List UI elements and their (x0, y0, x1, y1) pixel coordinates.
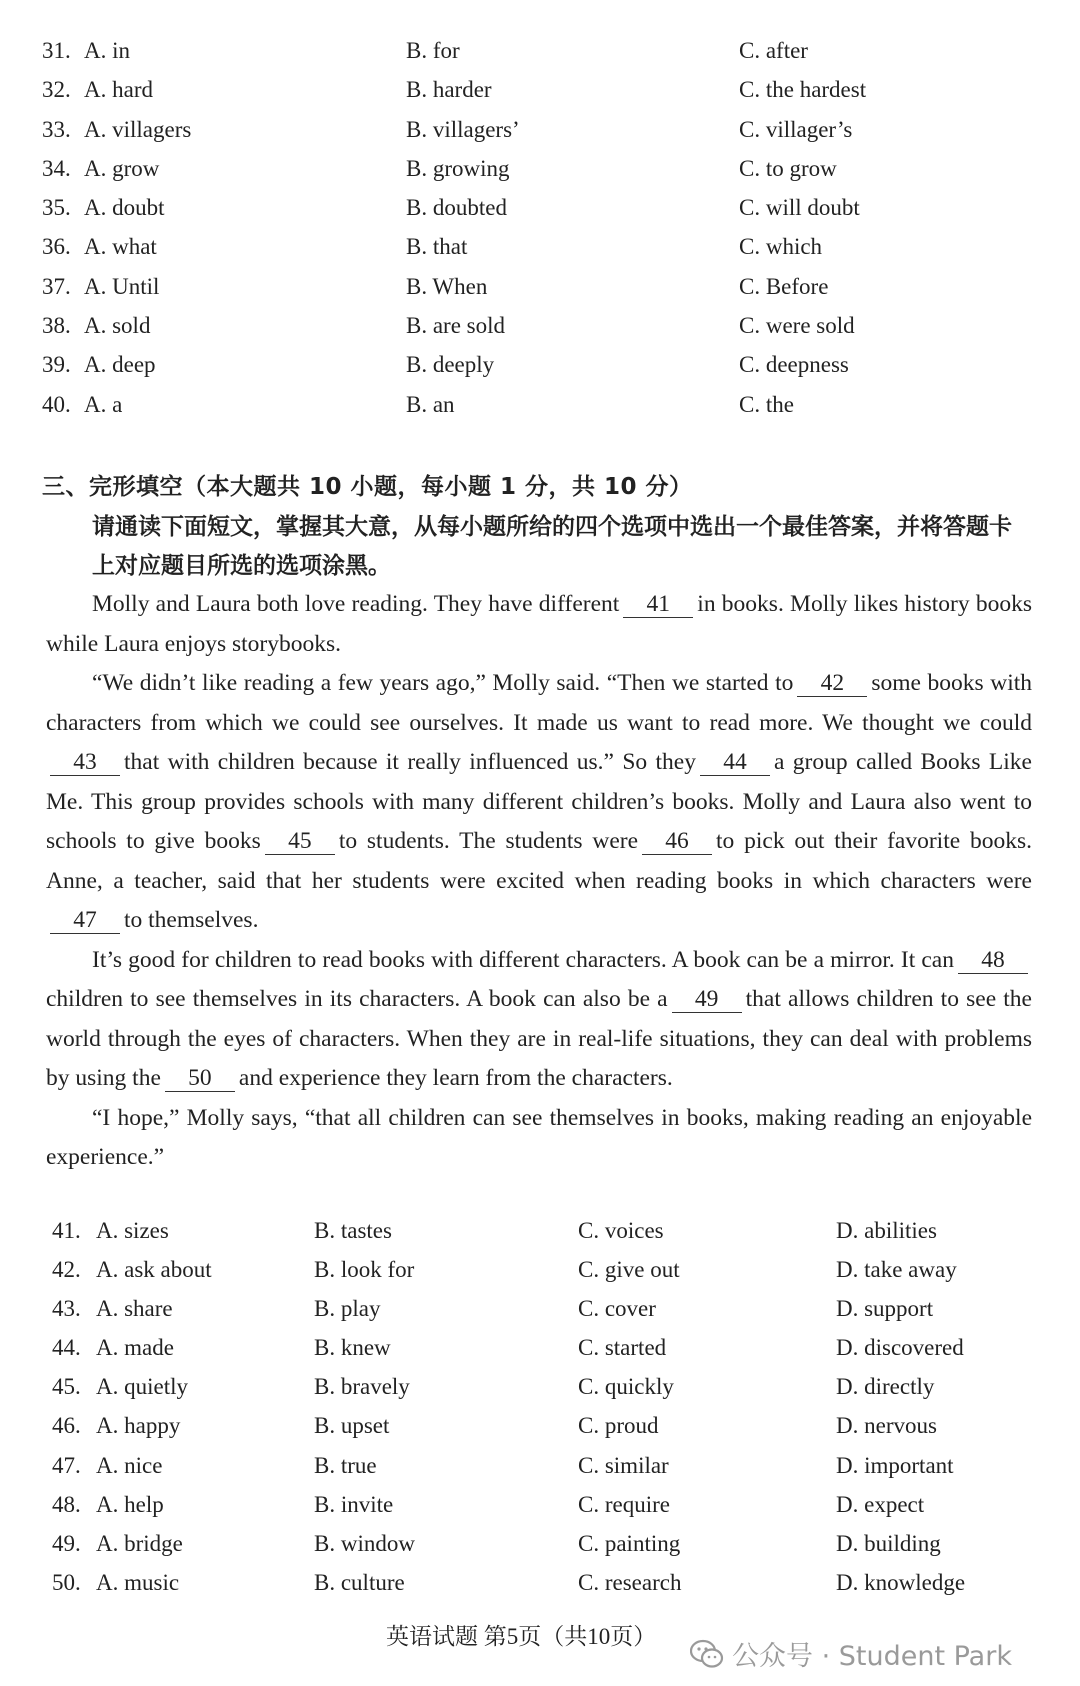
passage-paragraph: It’s good for children to read books with different characters. A book can be a mirror. It can 48children to see themselves in its characters. A book can also be a 49 that allows children to see the world through the eyes of characters. When they are in real-life situations, they can deal with problems by using the 50 and experience they learn from the characters. (46, 946, 1032, 1091)
option-row: 50. A. music B. culture C. research D. knowledge (52, 1569, 966, 1595)
wechat-icon (690, 1639, 724, 1669)
option-row: 41. A. sizes B. tastes C. voices D. abilities (52, 1218, 937, 1243)
section-instruction: 请通读下面短文，掌握其大意，从每小题所给的四个选项中选出一个最佳答案，并将答题卡上对应题目所选的选项涂黑。 (92, 514, 1012, 579)
blank-50: 50 (165, 1065, 235, 1092)
option-row: 39. A. deep B. deeply C. deepness (42, 352, 849, 378)
option-row: 47. A. nice B. true C. similar D. important (52, 1452, 954, 1478)
blank-46: 46 (642, 828, 712, 855)
option-row: 33. A. villagers B. villagers’ C. villager’s (42, 116, 853, 142)
option-row: 36. A. what B. that C. which (42, 234, 823, 260)
option-row: 43. A. share B. play C. cover D. support (52, 1296, 934, 1322)
option-row: 40. A. a B. an C. the (42, 391, 794, 417)
option-row: 42. A. ask about B. look for C. give out D. take away (52, 1257, 957, 1283)
blank-47: 47 (50, 907, 120, 934)
watermark-text: 公众号 · Student Park (732, 1641, 1012, 1672)
options-31-40 (42, 32, 1042, 425)
blank-41: 41 (623, 591, 693, 618)
option-row: 49. A. bridge B. window C. painting D. building (52, 1530, 941, 1556)
blank-44: 44 (700, 749, 770, 776)
watermark (690, 1634, 1012, 1673)
passage-paragraph: “I hope,” Molly says, “that all children can see themselves in books, making reading an enjoyable experience.” (46, 1104, 1032, 1170)
option-row: 34. A. grow B. growing C. to grow (42, 155, 837, 181)
option-row: 44. A. made B. knew C. started D. discovered (52, 1335, 964, 1361)
blank-48: 48 (958, 947, 1028, 974)
cloze-passage (46, 585, 1032, 1178)
page-footer: 英语试题 第5页（共10页） (386, 1624, 657, 1649)
passage-paragraph: “We didn’t like reading a few years ago,” Molly said. “Then we started to 42 some books with characters from which we could see ourselves. It made us want to read more. We thought we could43 that with children because it really influenced us.” So they 44 a group called Books Like Me. This group provides schools with many different children’s books. Molly and Laura also went to schools to give books 45 to students. The students were 46 to pick out their favorite books. Anne, a teacher, said that her students were excited when reading books in which characters were47 to themselves. (46, 670, 1032, 933)
option-row: 38. A. sold B. are sold C. were sold (42, 313, 855, 339)
blank-49: 49 (672, 986, 742, 1013)
blank-43: 43 (50, 749, 120, 776)
option-row: 48. A. help B. invite C. require D. expect (52, 1491, 925, 1517)
option-row: 37. A. Until B. When C. Before (42, 273, 829, 299)
option-row: 35. A. doubt B. doubted C. will doubt (42, 195, 860, 221)
blank-42: 42 (797, 670, 867, 697)
option-row: 46. A. happy B. upset C. proud D. nervous (52, 1413, 937, 1439)
options-41-50 (52, 1214, 1052, 1605)
section-heading: 三、完形填空（本大题共 10 小题，每小题 1 分，共 10 分） (42, 474, 693, 500)
option-row: 31. A. in B. for C. after (42, 38, 808, 63)
blank-45: 45 (265, 828, 335, 855)
passage-paragraph: Molly and Laura both love reading. They have different 41 in books. Molly likes history books while Laura enjoys storybooks. (46, 591, 1033, 657)
option-row: 45. A. quietly B. bravely C. quickly D. directly (52, 1374, 935, 1400)
option-row: 32. A. hard B. harder C. the hardest (42, 77, 867, 103)
